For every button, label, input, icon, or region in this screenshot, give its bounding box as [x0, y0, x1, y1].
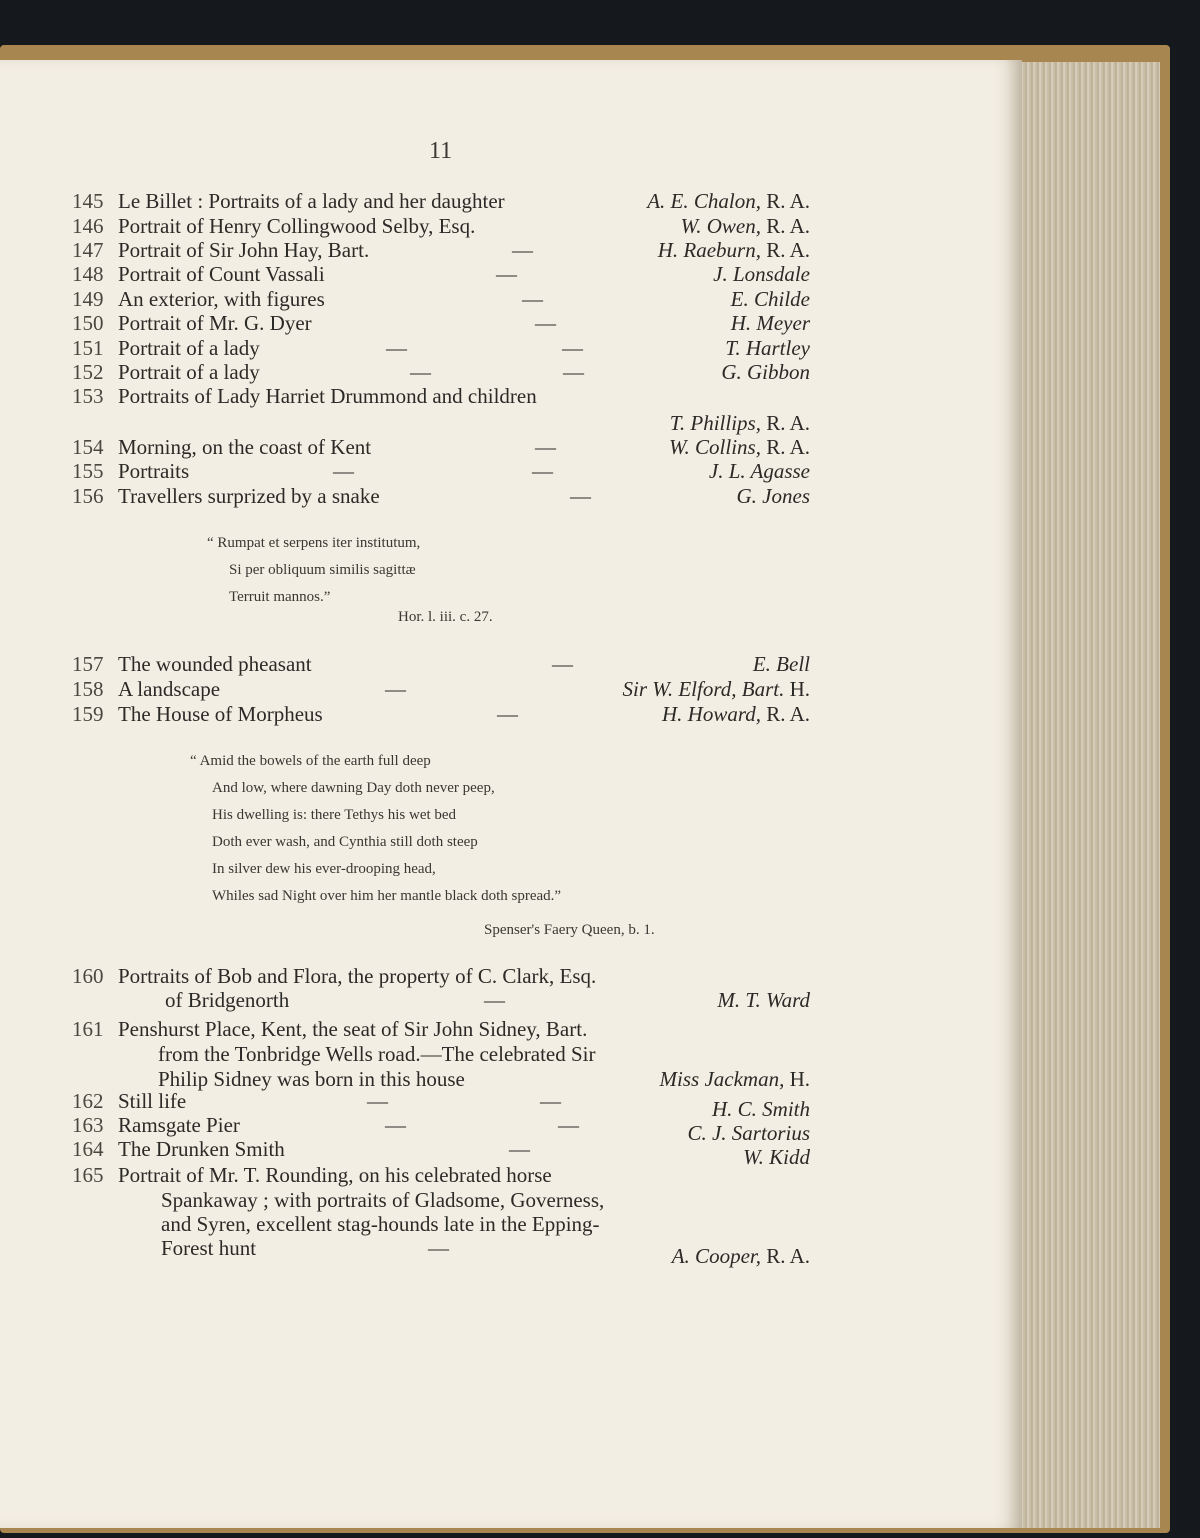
entry-dash: —: [385, 1113, 406, 1137]
entry-dash: —: [535, 435, 556, 459]
entry-number: 153: [72, 384, 104, 408]
catalogue-entry: [0, 458, 1022, 484]
quote-line: And low, where dawning Day doth never peep,: [212, 780, 495, 796]
entry-title-continued: from the Tonbridge Wells road.—The celebrated Sir: [158, 1042, 596, 1066]
entry-number: 159: [72, 702, 104, 726]
catalogue-entry: [0, 651, 1022, 677]
entry-number: 150: [72, 311, 104, 335]
entry-title: An exterior, with figures: [118, 287, 325, 311]
catalogue-entry: [0, 335, 1022, 361]
entry-artist: H. C. Smith: [711, 1097, 810, 1121]
entry-title: Portrait of Mr. T. Rounding, on his celebrated horse: [118, 1163, 552, 1187]
catalogue-entry: [0, 310, 1022, 336]
catalogue-entry: [0, 676, 1022, 702]
entry-title: Portraits of Bob and Flora, the property of C. Clark, Esq.: [118, 964, 597, 988]
catalogue-entry-continued: [0, 410, 1022, 436]
entry-artist: G. Gibbon: [721, 360, 810, 384]
entry-number: 156: [72, 484, 104, 508]
entry-title: Portrait of Henry Collingwood Selby, Esq.: [118, 214, 476, 238]
catalogue-entry: [0, 1112, 1022, 1145]
quote-line: Whiles sad Night over him her mantle black doth spread.”: [212, 888, 562, 904]
catalogue-entry-continued: [0, 1211, 1022, 1237]
entry-artist: A. Cooper, R. A.: [671, 1244, 810, 1268]
quote-line: Si per obliquum similis sagittæ: [229, 562, 416, 578]
entry-artist: J. L. Agasse: [708, 459, 810, 483]
entry-title: Portrait of Count Vassali: [118, 262, 325, 286]
entry-dash: —: [497, 702, 518, 726]
entry-number: 148: [72, 262, 104, 286]
entry-artist: E. Bell: [752, 652, 810, 676]
entry-dash: —: [410, 360, 431, 384]
entry-number: 155: [72, 459, 104, 483]
entry-artist: H. Howard, R. A.: [662, 702, 810, 726]
entry-artist: G. Jones: [736, 484, 810, 508]
entry-dash: —: [532, 459, 553, 483]
quote-line: Terruit mannos.”: [229, 589, 331, 605]
entry-artist: C. J. Sartorius: [687, 1121, 810, 1145]
entry-artist: E. Childe: [730, 287, 810, 311]
entry-number: 158: [72, 677, 104, 701]
entry-dash: —: [570, 484, 591, 508]
entry-dash: —: [509, 1137, 530, 1161]
entry-number: 157: [72, 652, 104, 676]
entry-artist: J. Lonsdale: [713, 262, 810, 286]
catalogue-entry: [0, 261, 1022, 287]
quote-line: “ Amid the bowels of the earth full deep: [190, 753, 431, 769]
entry-number: 152: [72, 360, 104, 384]
catalogue-entry: [0, 213, 1022, 239]
catalogue-entry: [0, 483, 1022, 509]
entry-title: Portraits of Lady Harriet Drummond and children: [118, 384, 537, 408]
spenser-quote: [190, 748, 561, 910]
entry-artist: H. Raeburn, R. A.: [657, 238, 810, 262]
catalogue-entry: [0, 963, 1022, 989]
entry-dash: —: [552, 652, 573, 676]
entry-number: 160: [72, 964, 104, 988]
entry-number: 149: [72, 287, 104, 311]
entry-number: 164: [72, 1137, 104, 1161]
entry-title-continued: and Syren, excellent stag-hounds late in the Epping-: [161, 1212, 600, 1236]
entry-title: Still life: [118, 1089, 187, 1113]
entry-number: 163: [72, 1113, 104, 1137]
entry-number: 147: [72, 238, 104, 262]
entry-artist: H. Meyer: [730, 311, 810, 335]
entry-number: 154: [72, 435, 104, 459]
quote-line: His dwelling is: there Tethys his wet bed: [212, 807, 457, 823]
catalogue-entry: [0, 1136, 1022, 1169]
catalogue-entry-continued: [0, 987, 1022, 1013]
entry-title-continued: of Bridgenorth: [165, 988, 290, 1012]
entry-title: The wounded pheasant: [118, 652, 312, 676]
entry-artist: W. Kidd: [743, 1145, 810, 1169]
catalogue-entry: [0, 1016, 1022, 1042]
catalogue-entry: [0, 1162, 1022, 1188]
quote-line: Doth ever wash, and Cynthia still doth steep: [212, 834, 478, 850]
entry-number: 162: [72, 1089, 104, 1113]
entry-title-continued: Philip Sidney was born in this house: [158, 1067, 465, 1091]
quote-citation: Hor. l. iii. c. 27.: [398, 609, 493, 625]
entry-dash: —: [428, 1236, 449, 1260]
entry-artist: A. E. Chalon, R. A.: [647, 189, 810, 213]
entry-title: Portrait of a lady: [118, 360, 260, 384]
catalogue-entry: [0, 188, 1022, 214]
entry-title: Portraits: [118, 459, 190, 483]
entry-dash: —: [333, 459, 354, 483]
page-number: 11: [429, 138, 453, 164]
quote-line: “ Rumpat et serpens iter institutum,: [207, 535, 421, 551]
entry-dash: —: [496, 262, 517, 286]
entry-title-continued: Forest hunt: [161, 1236, 257, 1260]
entry-title: The Drunken Smith: [118, 1137, 285, 1161]
catalogue-entry: [0, 383, 1022, 409]
latin-quote: [207, 530, 420, 611]
entry-dash: —: [484, 988, 505, 1012]
entry-dash: —: [512, 238, 533, 262]
catalogue-entry-continued: [0, 1041, 1022, 1067]
entry-artist: T. Phillips, R. A.: [669, 411, 810, 435]
catalogue-entry: [0, 434, 1022, 460]
entry-title: Portrait of a lady: [118, 336, 260, 360]
catalogue-entry: [0, 1088, 1022, 1121]
entry-number: 145: [72, 189, 104, 213]
entry-number: 161: [72, 1017, 104, 1041]
catalogue-entry: [0, 359, 1022, 385]
entry-title: The House of Morpheus: [118, 702, 323, 726]
quote-line: In silver dew his ever-drooping head,: [212, 861, 436, 877]
entry-dash: —: [540, 1089, 561, 1113]
entry-title: Morning, on the coast of Kent: [118, 435, 372, 459]
entry-artist: W. Collins, R. A.: [668, 435, 810, 459]
entry-dash: —: [367, 1089, 388, 1113]
entry-title: Travellers surprized by a snake: [118, 484, 380, 508]
entry-dash: —: [522, 287, 543, 311]
entry-artist: Miss Jackman, H.: [659, 1067, 810, 1091]
entry-dash: —: [558, 1113, 579, 1137]
catalogue-entry-continued: [0, 1235, 1022, 1268]
entry-artist: Sir W. Elford, Bart. H.: [622, 677, 810, 701]
entry-number: 146: [72, 214, 104, 238]
entry-number: 151: [72, 336, 104, 360]
entry-title: Ramsgate Pier: [118, 1113, 240, 1137]
entry-number: 165: [72, 1163, 104, 1187]
entry-artist: T. Hartley: [725, 336, 810, 360]
entry-dash: —: [563, 360, 584, 384]
entry-dash: —: [385, 677, 406, 701]
catalogue-entry-continued: [0, 1187, 1022, 1213]
entry-title: Penshurst Place, Kent, the seat of Sir John Sidney, Bart.: [118, 1017, 588, 1041]
entry-title: Portrait of Mr. G. Dyer: [118, 311, 312, 335]
catalogue-entry: [0, 286, 1022, 312]
entry-dash: —: [562, 336, 583, 360]
entry-title: Le Billet : Portraits of a lady and her daughter: [118, 189, 505, 213]
entry-title: Portrait of Sir John Hay, Bart.: [118, 238, 370, 262]
quote-citation: Spenser's Faery Queen, b. 1.: [484, 922, 655, 938]
entry-artist: M. T. Ward: [717, 988, 810, 1012]
entry-dash: —: [386, 336, 407, 360]
catalogue-entry: [0, 701, 1022, 727]
page-edges: [1012, 62, 1160, 1528]
catalogue-entry: [0, 237, 1022, 263]
entry-artist: W. Owen, R. A.: [680, 214, 810, 238]
entry-title: A landscape: [118, 677, 221, 701]
entry-dash: —: [535, 311, 556, 335]
entry-title-continued: Spankaway ; with portraits of Gladsome, Governess,: [161, 1188, 605, 1212]
